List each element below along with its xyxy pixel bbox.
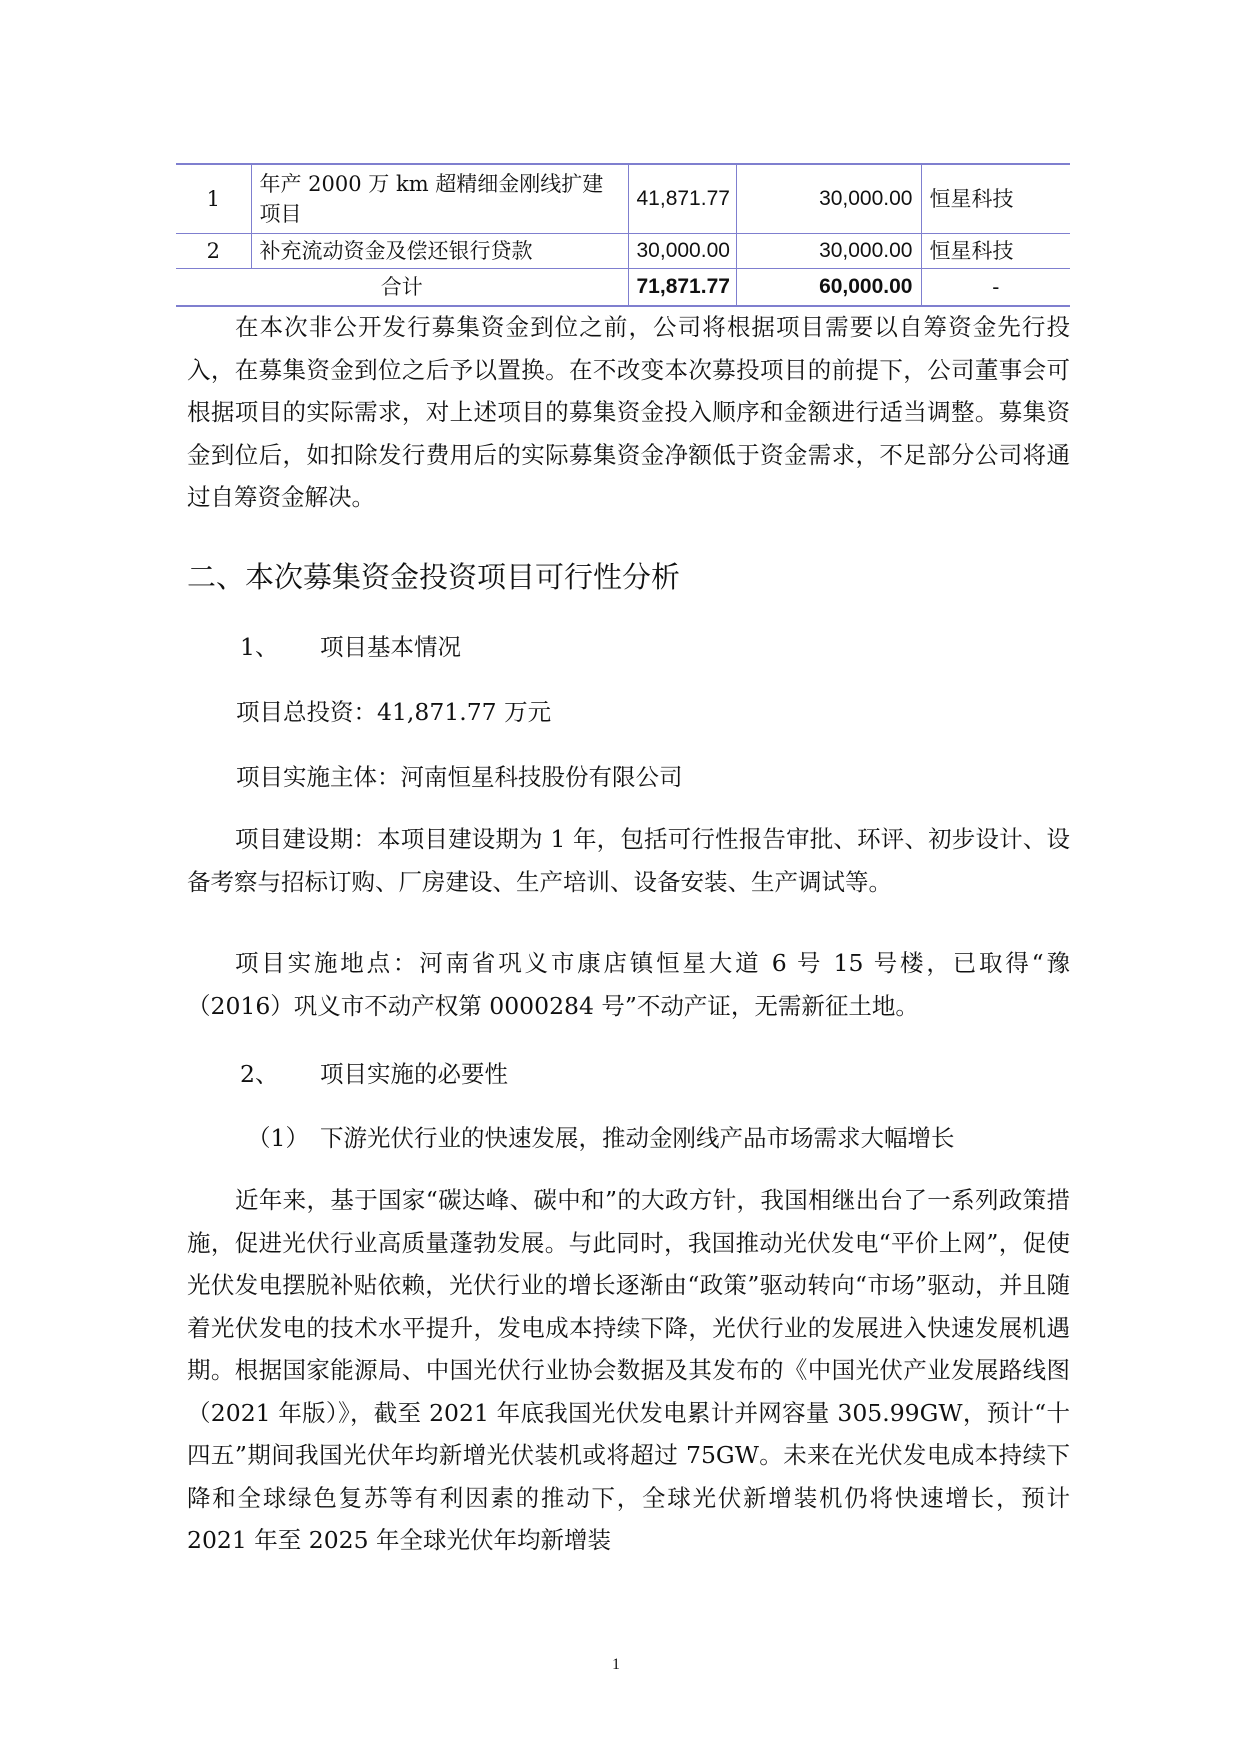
row-index: 2 xyxy=(176,234,251,269)
total-investment: 41,871.77 xyxy=(628,164,736,234)
sub-subsection-number: （1） xyxy=(247,1124,309,1152)
intro-paragraph: 在本次非公开发行募集资金到位之前，公司将根据项目需要以自筹资金先行投入，在募集资金到位之后予以置换。在不改变本次募投项目的前提下，公司董事会可根据项目的实际需求，对上述项目的募集资金投入顺序和金额进行适当调整。募集资金到位后，如扣除发行费用后的实际募集资金净额低于资金需求，不足部分公司将通过自筹资金解决。 xyxy=(187,313,1070,511)
raised-amount-sum: 60,000.00 xyxy=(736,269,921,307)
necessity-paragraph: 近年来，基于国家“碳达峰、碳中和”的大政方针，我国相继出台了一系列政策措施，促进光伏行业高质量蓬勃发展。与此同时，我国推动光伏发电“平价上网”，促使光伏发电摆脱补贴依赖，光伏行业的增长逐渐由“政策”驱动转向“市场”驱动，并且随着光伏发电的技术水平提升，发电成本持续下降，光伏行业的发展进入快速发展机遇期。根据国家能源局、中国光伏行业协会数据及其发布的《中国光伏产业发展路线图（2021 年版）》，截至 2021 年底我国光伏发电累计并网容量 305.99GW，预计“十四五”期间我国光伏年均新增光伏装机或将超过 75GW。未来在光伏发电成本持续下降和全球绿色复苏等有利因素的推动下，全球光伏新增装机仍将快速增长，预计 2021 年至 2025 年全球光伏年均新增装 xyxy=(187,1186,1070,1554)
table-row xyxy=(176,164,1070,234)
project-name: 年产 2000 万 km 超精细金刚线扩建项目 xyxy=(251,164,628,234)
fund-allocation-table xyxy=(176,163,1070,307)
total-investment: 30,000.00 xyxy=(628,234,736,269)
section-heading: 二、本次募集资金投资项目可行性分析 xyxy=(187,560,681,594)
total-label: 合计 xyxy=(176,269,628,307)
subsection-title: 项目基本情况 xyxy=(320,633,461,661)
implementing-entity: 恒星科技 xyxy=(921,234,1070,269)
project-name: 补充流动资金及偿还银行贷款 xyxy=(251,234,628,269)
page-number: 1 xyxy=(612,1656,620,1673)
total-investment-line: 项目总投资：41,871.77 万元 xyxy=(236,698,552,726)
construction-period-paragraph: 项目建设期：本项目建设期为 1 年，包括可行性报告审批、环评、初步设计、设备考察与招标订购、厂房建设、生产培训、设备安装、生产调试等。 xyxy=(187,825,1070,896)
table-total-row xyxy=(176,269,1070,307)
subsection-number: 2、 xyxy=(240,1060,279,1088)
implementing-entity: 恒星科技 xyxy=(921,164,1070,234)
subsection-number: 1、 xyxy=(240,633,279,661)
location-paragraph: 项目实施地点：河南省巩义市康店镇恒星大道 6 号 15 号楼，已取得“豫（2016）巩义市不动产权第 0000284 号”不动产证，无需新征土地。 xyxy=(187,949,1070,1020)
total-entity: - xyxy=(921,269,1070,307)
table-row xyxy=(176,234,1070,269)
raised-amount: 30,000.00 xyxy=(736,234,921,269)
row-index: 1 xyxy=(176,164,251,234)
raised-amount: 30,000.00 xyxy=(736,164,921,234)
sub-subsection-title: 下游光伏行业的快速发展，推动金刚线产品市场需求大幅增长 xyxy=(320,1124,955,1152)
total-investment-sum: 71,871.77 xyxy=(628,269,736,307)
subsection-title: 项目实施的必要性 xyxy=(320,1060,508,1088)
implementing-subject-line: 项目实施主体：河南恒星科技股份有限公司 xyxy=(236,763,683,791)
